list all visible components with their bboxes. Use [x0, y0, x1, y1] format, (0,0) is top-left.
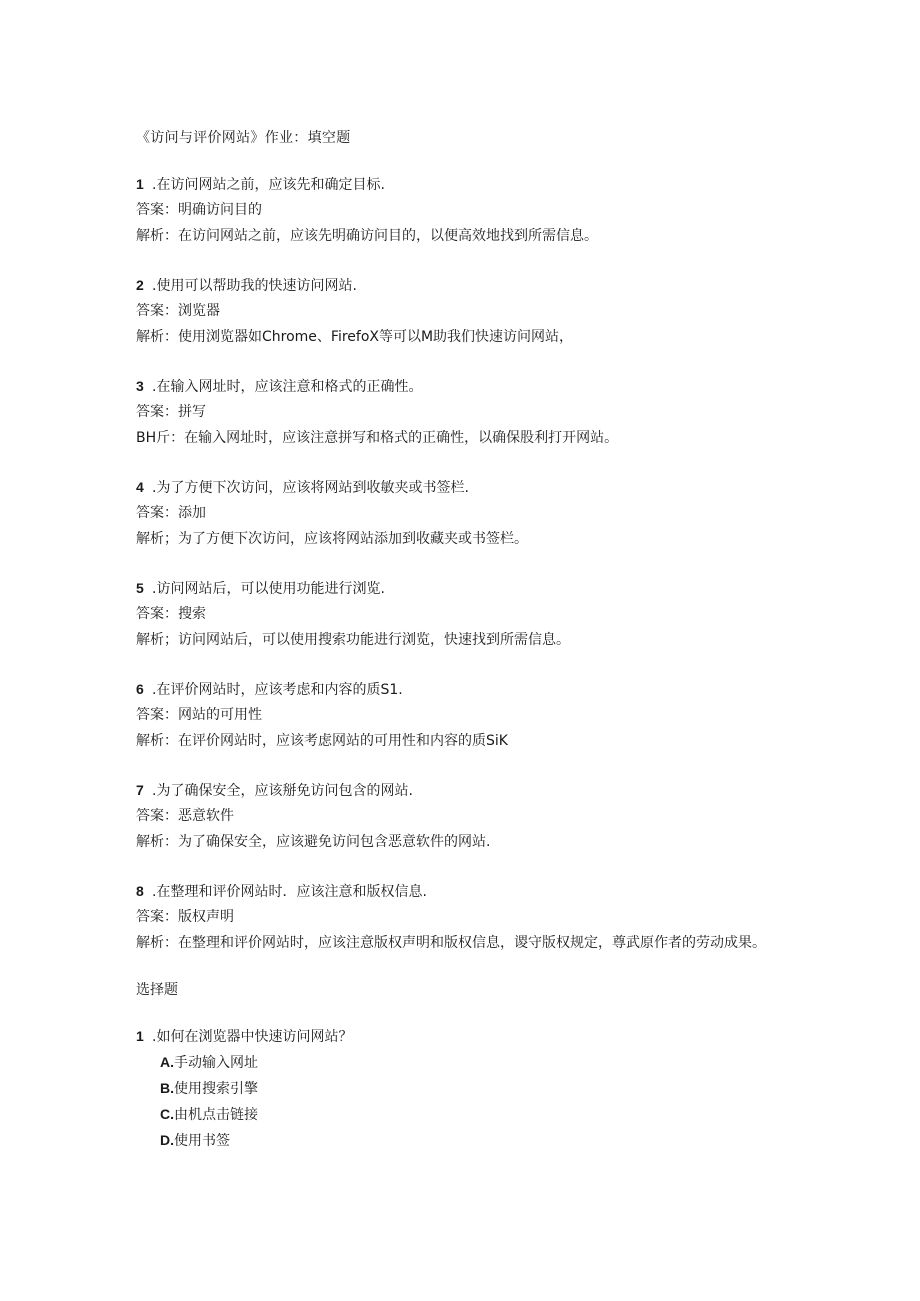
- question-number: 4: [136, 479, 144, 495]
- question-line: [136, 1024, 786, 1050]
- answer-line: 答案：恶意软件: [136, 808, 234, 824]
- explanation-line: BH斤：在输入网址时，应该注意拼写和格式的正确性，以确保股利打开网站。: [136, 430, 619, 446]
- option-list: [160, 1050, 786, 1154]
- question-text: .在输入网址时，应该注意和格式的正确性。: [152, 379, 423, 395]
- explanation-line: 解析；访问网站后，可以使用搜索功能进行浏览，快速找到所需信息。: [136, 632, 570, 648]
- option-letter: A.: [160, 1054, 174, 1070]
- choice-section-title: 选择题: [136, 982, 178, 998]
- option-text: 由机点击链接: [174, 1107, 258, 1123]
- question-text: .在整理和评价网站时．应该注意和版权信息.: [152, 884, 427, 900]
- explanation-line: 解析；为了方便下次访问，应该将网站添加到收藏夹或书签栏。: [136, 531, 528, 547]
- explanation-line: 解析：为了确保安全，应该避免访问包含恶意软件的网站.: [136, 834, 491, 850]
- option-item: [160, 1076, 786, 1102]
- question-number: 1: [136, 176, 144, 192]
- option-letter: C.: [160, 1106, 174, 1122]
- option-item: [160, 1102, 786, 1128]
- question-line: [136, 172, 786, 198]
- question-number: 2: [136, 277, 144, 293]
- document-page: [136, 128, 786, 1178]
- question-line: [136, 879, 786, 905]
- question-text: .在访问网站之前，应该先和确定目标.: [152, 177, 385, 193]
- choice-question-block: [136, 1024, 786, 1154]
- question-line: [136, 778, 786, 804]
- question-text: .为了确保安全，应该掰免访问包含的网站.: [152, 783, 413, 799]
- fill-in-section: [136, 172, 786, 956]
- question-number: 6: [136, 681, 144, 697]
- question-line: [136, 576, 786, 602]
- option-text: 使用搜索引擎: [174, 1081, 258, 1097]
- answer-line: 答案：明确访问目的: [136, 202, 262, 218]
- option-letter: B.: [160, 1080, 174, 1096]
- explanation-line: 解析：在整理和评价网站时，应该注意版权声明和版权信息，谡守版权规定，尊武原作者的劳动成果。: [136, 935, 766, 951]
- choice-section: [136, 1024, 786, 1154]
- question-block: [136, 273, 786, 350]
- option-item: [160, 1128, 786, 1154]
- answer-line: 答案：版权声明: [136, 909, 234, 925]
- option-letter: D.: [160, 1132, 174, 1148]
- answer-line: 答案：网站的可用性: [136, 707, 262, 723]
- question-block: [136, 576, 786, 653]
- option-item: [160, 1050, 786, 1076]
- question-line: [136, 677, 786, 703]
- question-number: 5: [136, 580, 144, 596]
- question-text: .在评价网站时，应该考虑和内容的质S1.: [152, 682, 403, 698]
- option-text: 手动输入网址: [174, 1055, 258, 1071]
- answer-line: 答案：搜索: [136, 606, 206, 622]
- explanation-line: 解析：在评价网站时，应该考虑网站的可用性和内容的质SiK: [136, 733, 508, 749]
- explanation-line: 解析：使用浏览器如Chrome、FirefoX等可以M助我们快速访问网站，: [136, 329, 574, 345]
- question-block: [136, 475, 786, 552]
- explanation-line: 解析：在访问网站之前，应该先明确访问目的，以便高效地找到所需信息。: [136, 228, 598, 244]
- question-line: [136, 475, 786, 501]
- question-block: [136, 778, 786, 855]
- question-number: 3: [136, 378, 144, 394]
- question-block: [136, 172, 786, 249]
- question-line: [136, 374, 786, 400]
- question-number: 8: [136, 883, 144, 899]
- question-block: [136, 879, 786, 956]
- question-block: [136, 677, 786, 754]
- option-text: 使用书签: [174, 1133, 230, 1149]
- answer-line: 答案：添加: [136, 505, 206, 521]
- document-title: 《访问与评价网站》作业：填空题: [136, 130, 351, 146]
- question-line: [136, 273, 786, 299]
- question-text: .使用可以帮助我的快速访问网站.: [152, 278, 357, 294]
- question-text: .如何在浏览器中快速访问网站？: [152, 1029, 353, 1045]
- question-text: .为了方便下次访问，应该将网站到收敏夹或书签栏.: [152, 480, 469, 496]
- question-text: .访问网站后，可以使用功能进行浏览.: [152, 581, 385, 597]
- question-number: 1: [136, 1028, 144, 1044]
- question-block: [136, 374, 786, 451]
- answer-line: 答案：浏览器: [136, 303, 220, 319]
- question-number: 7: [136, 782, 144, 798]
- answer-line: 答案：拼写: [136, 404, 206, 420]
